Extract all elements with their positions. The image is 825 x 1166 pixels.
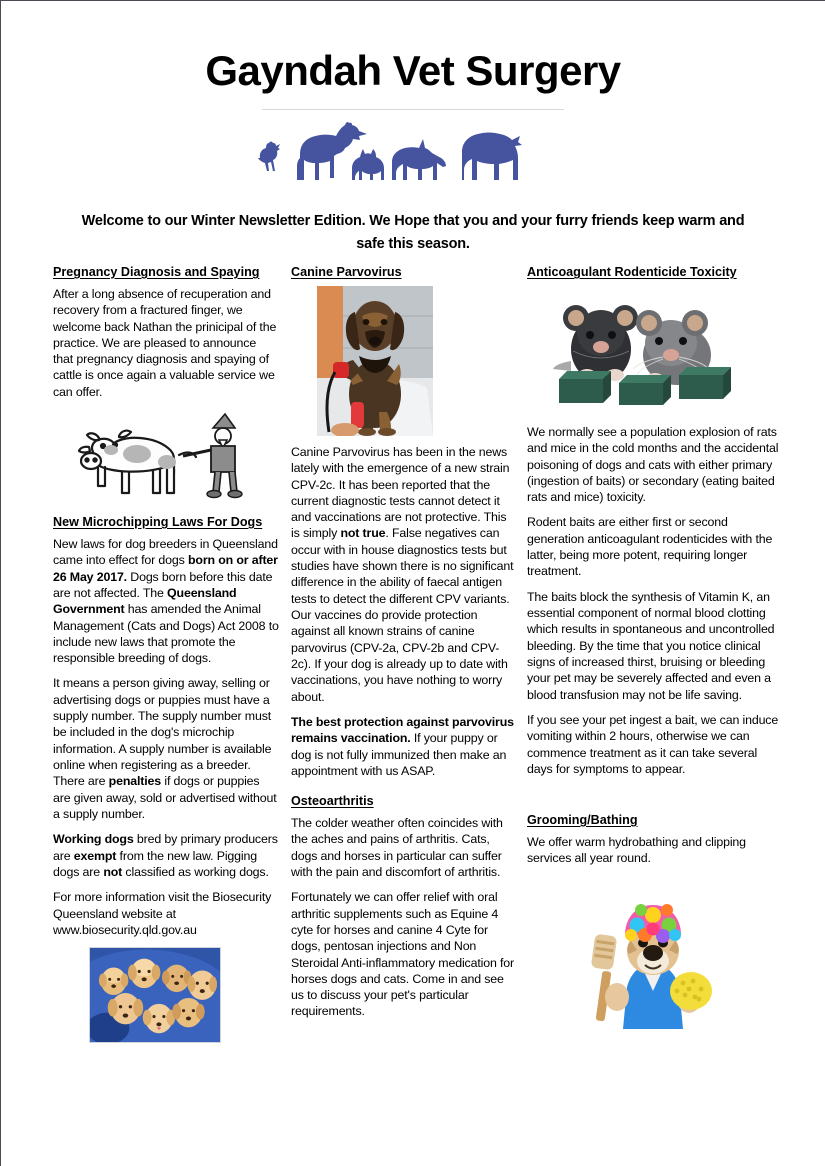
pv-p1-a: Canine Parvovirus has been in the news lately with the emergence of a new strain CPV-2c. It has been reported that the current diagnostic tests cannot detect it and vaccinations are not protective. This is simply (291, 444, 510, 541)
article-columns (1, 264, 825, 1043)
mc-p1-c: Dogs born before this date are not affected. The (53, 569, 273, 600)
farm-animals-silhouette-icon (248, 114, 578, 184)
microchipping-paragraph-3 (53, 831, 279, 880)
osteoarthritis-paragraph-1: The colder weather often coincides with the aches and pains of arthritis. Cats, dogs and horses in particular can suffer with the pain and discomfort of arthritis. (291, 816, 503, 879)
parvovirus-paragraph-1 (291, 444, 515, 705)
heading-canine-parvovirus: Canine Parvovirus (291, 265, 402, 279)
mc-p1-b: born on or after 26 May 2017. (53, 553, 278, 584)
title-divider (262, 109, 564, 110)
heading-microchipping-laws: New Microchipping Laws For Dogs (53, 515, 263, 530)
microchipping-paragraph-2 (53, 675, 279, 822)
column-right (527, 264, 825, 1043)
mc-p3-f: classified as working dogs. (122, 864, 269, 879)
heading-osteoarthritis: Osteoarthritis (291, 794, 374, 809)
mc-p3-c: exempt (73, 848, 117, 863)
pv-p2-a: The best protection against parvovirus remains vaccination. (291, 714, 514, 746)
mc-p1-d: Queensland Government (53, 585, 237, 617)
masthead (1, 1, 825, 255)
column-left (1, 264, 291, 1043)
mc-p1-e: has amended the Animal Management (Cats and Dogs) Act 2008 to include new laws that promote the responsible breeding of dogs. (53, 602, 279, 666)
rodenticide-paragraph-3: The baits block the synthesis of Vitamin K, an essential component of normal blood clotting which results in spontaneous and uncontrolled bleeding. By the time that you notice clinical signs of increased thirst, bruising or bleeding your pet may be severely affected and even a blood transfusion may not be life saving. (527, 589, 775, 702)
microchipping-paragraph-4: For more information visit the Biosecurity Queensland website at www.biosecurity.qld.gov.au (53, 890, 272, 937)
osteoarthritis-paragraph-2: Fortunately we can offer relief with oral arthritic supplements such as Equine 4 cyte for horses and canine 4 Cyte for dogs, pentosan injections and Non Steroidal Anti-inflammatory medication for horses dogs and cats. Come in and see us to discuss your pet's particular requirements. (291, 890, 515, 1019)
rats-on-bait-blocks-image (549, 287, 755, 414)
rodenticide-paragraph-1: We normally see a population explosion of rats and mice in the cold months and the accidental poisoning of dogs and cats with either primary (ingestion of baits) or secondary (eating baited rats and mice) toxicity. (527, 424, 779, 505)
heading-grooming-bathing: Grooming/Bathing (527, 813, 638, 828)
mc-p2-b: penalties (108, 774, 162, 789)
page-title: Gayndah Vet Surgery (205, 47, 621, 94)
column-middle (291, 264, 527, 1043)
mc-p2-a: It means a person giving away, selling or advertising dogs or puppies must have a supply number. The supply number must be included in the dog's microchip information. A supply number is available online when registering as a breeder. There are (53, 676, 272, 789)
pv-p1-c: . False negatives can occur with in house diagnostics tests but studies have shown there is no significant difference in the ability of faecal antigen tests to detect the different CPV variants. Our vaccines do provide protection against all known strains of canine parvovirus (CPV-2a, CPV-2b and CPV-2c). If your dog is already up to date with vaccinations, you have nothing to worry about. (291, 526, 514, 704)
bulldog-grooming-image (579, 879, 727, 1029)
mc-p2-c: if dogs or puppies are given away, sold or advertised without a supply number. (53, 774, 277, 821)
pregnancy-paragraph-1: After a long absence of recuperation and recovery from a fractured finger, we welcome back Nathan the prinicipal of the practice. We are pleased to announce that pregnancy diagnosis and spaying of cattle is once again a valuable service we can offer. (53, 286, 277, 399)
heading-pregnancy-diagnosis: Pregnancy Diagnosis and Spaying (53, 265, 260, 279)
microchipping-paragraph-1 (53, 536, 279, 667)
rodenticide-paragraph-2: Rodent baits are either first or second generation anticoagulant rodenticides with the latter, being more potent, requiring longer treatment. (527, 515, 773, 579)
rodenticide-paragraph-4: If you see your pet ingest a bait, we can induce vomiting within 2 hours, otherwise we can commence treatment as it can take several days for symptoms to appear. (527, 712, 779, 776)
section-spacer (527, 786, 784, 812)
welcome-message: Welcome to our Winter Newsletter Edition. We Hope that you and your furry friends keep warm and safe this season. (81, 213, 745, 252)
parvovirus-paragraph-2 (291, 714, 515, 779)
golden-retriever-puppies-image (89, 947, 221, 1043)
pv-p2-b: If your puppy or dog is not fully immunized then make an appointment with us ASAP. (291, 731, 507, 778)
cow-and-vet-clipart-image (75, 410, 265, 502)
mc-p3-b: bred by primary producers are (53, 832, 278, 863)
heading-rodenticide-toxicity: Anticoagulant Rodenticide Toxicity (527, 265, 737, 279)
mc-p1-a: New laws for dog breeders in Queensland came into effect for dogs (53, 536, 278, 568)
mc-p3-e: not (103, 864, 123, 879)
mc-p3-d: from the new law. Pigging dogs are (53, 848, 257, 879)
pv-p1-b: not true (340, 526, 386, 541)
sick-dog-photo (317, 286, 433, 436)
mc-p3-a: Working dogs (53, 832, 134, 847)
grooming-paragraph-1: We offer warm hydrobathing and clipping services all year round. (527, 835, 746, 866)
